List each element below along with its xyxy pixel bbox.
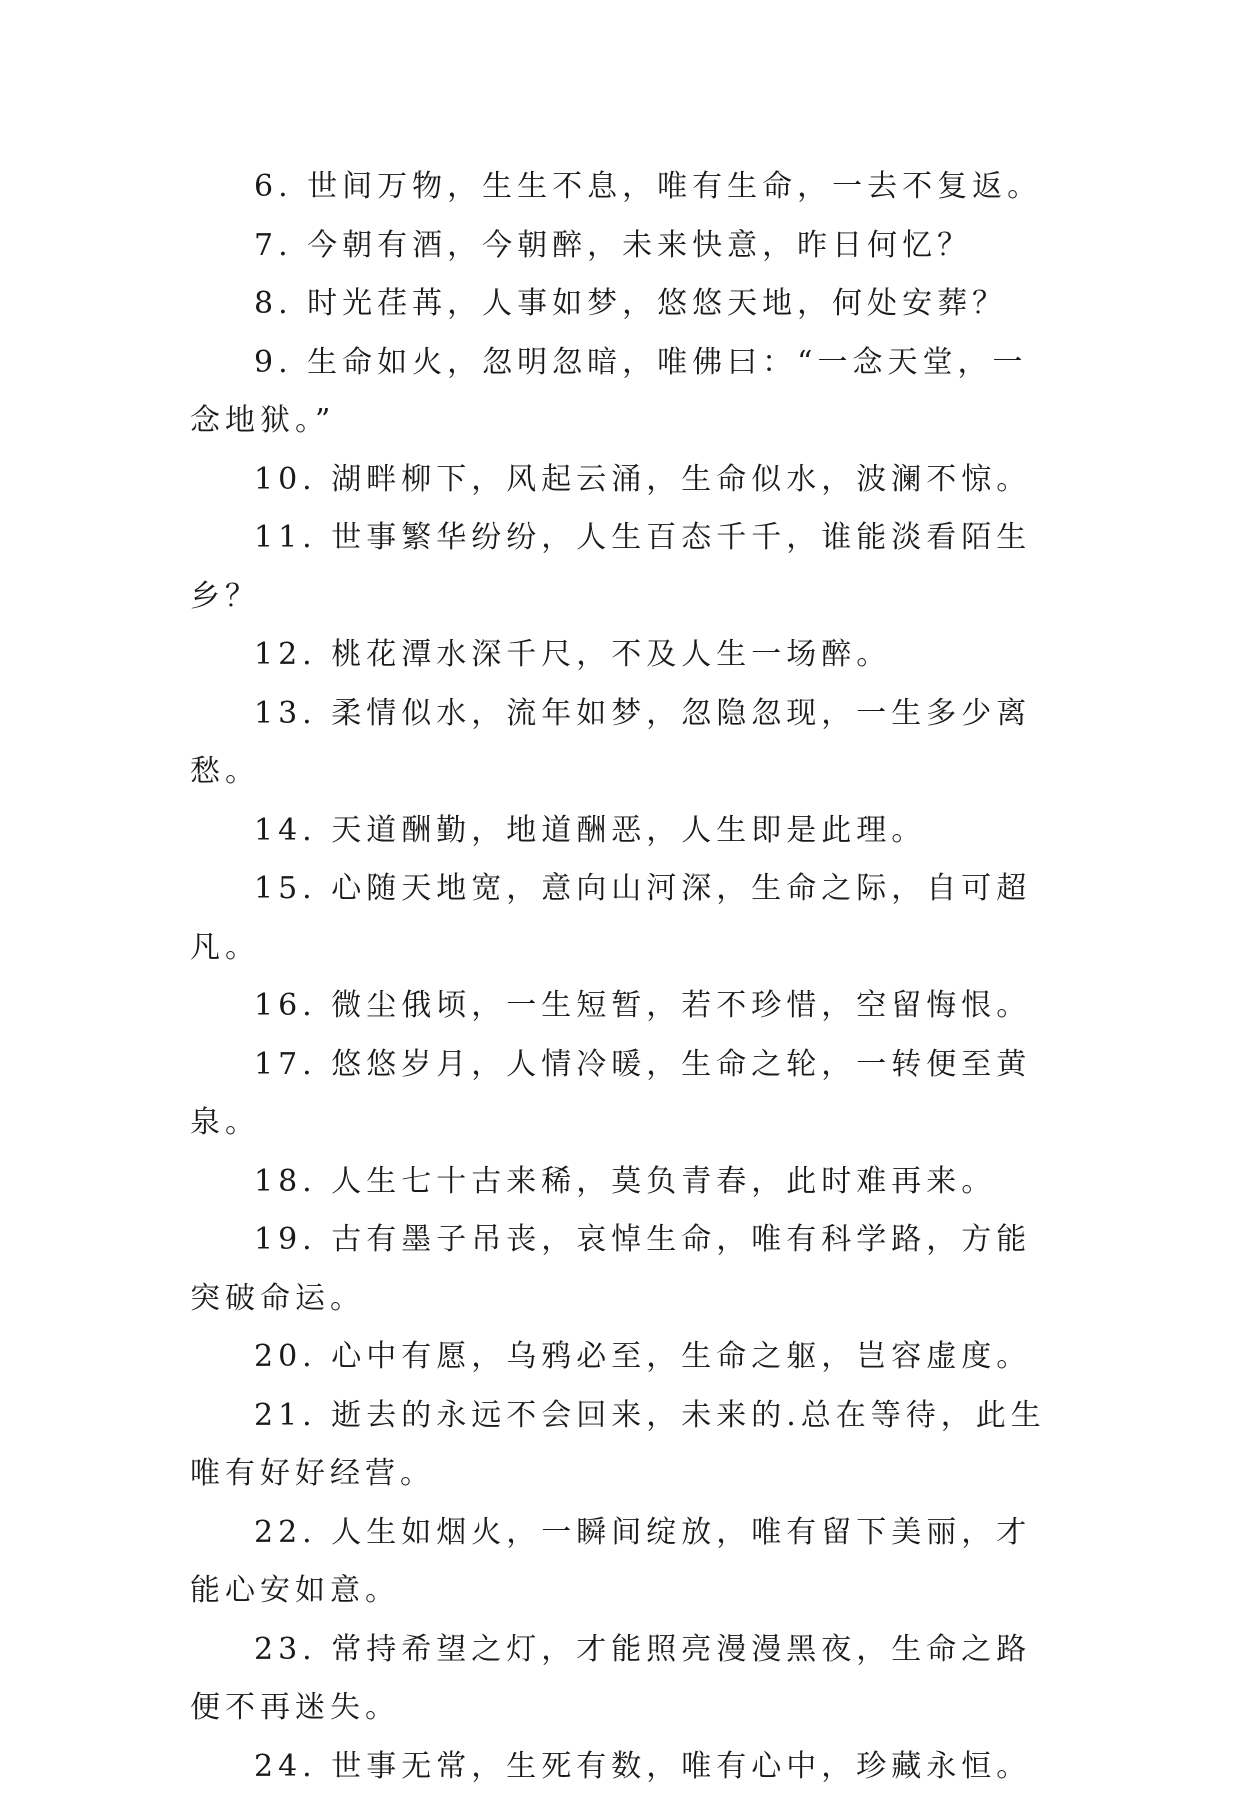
paragraph-8: 8. 时光荏苒，人事如梦，悠悠天地，何处安葬？ <box>190 275 1060 334</box>
paragraph-15: 15. 心随天地宽，意向山河深，生命之际，自可超凡。 <box>190 860 1060 977</box>
paragraph-11: 11. 世事繁华纷纷，人生百态千千，谁能淡看陌生乡？ <box>190 509 1060 626</box>
paragraph-18: 18. 人生七十古来稀，莫负青春，此时难再来。 <box>190 1153 1060 1212</box>
paragraph-17: 17. 悠悠岁月，人情冷暖，生命之轮，一转便至黄泉。 <box>190 1036 1060 1153</box>
document-body <box>190 158 1060 1796</box>
paragraph-6: 6. 世间万物，生生不息，唯有生命，一去不复返。 <box>190 158 1060 217</box>
paragraph-7: 7. 今朝有酒，今朝醉，未来快意，昨日何忆？ <box>190 217 1060 276</box>
paragraph-12: 12. 桃花潭水深千尺，不及人生一场醉。 <box>190 626 1060 685</box>
paragraph-20: 20. 心中有愿，乌鸦必至，生命之躯，岂容虚度。 <box>190 1328 1060 1387</box>
paragraph-23: 23. 常持希望之灯，才能照亮漫漫黑夜，生命之路便不再迷失。 <box>190 1621 1060 1738</box>
paragraph-9: 9. 生命如火，忽明忽暗，唯佛曰：“一念天堂，一念地狱。” <box>190 334 1060 451</box>
paragraph-24: 24. 世事无常，生死有数，唯有心中，珍藏永恒。 <box>190 1738 1060 1796</box>
paragraph-21: 21. 逝去的永远不会回来，未来的.总在等待，此生唯有好好经营。 <box>190 1387 1060 1504</box>
paragraph-16: 16. 微尘俄顷，一生短暂，若不珍惜，空留悔恨。 <box>190 977 1060 1036</box>
paragraph-10: 10. 湖畔柳下，风起云涌，生命似水，波澜不惊。 <box>190 451 1060 510</box>
paragraph-13: 13. 柔情似水，流年如梦，忽隐忽现，一生多少离愁。 <box>190 685 1060 802</box>
paragraph-14: 14. 天道酬勤，地道酬恶，人生即是此理。 <box>190 802 1060 861</box>
paragraph-22: 22. 人生如烟火，一瞬间绽放，唯有留下美丽，才能心安如意。 <box>190 1504 1060 1621</box>
paragraph-19: 19. 古有墨子吊丧，哀悼生命，唯有科学路，方能突破命运。 <box>190 1211 1060 1328</box>
